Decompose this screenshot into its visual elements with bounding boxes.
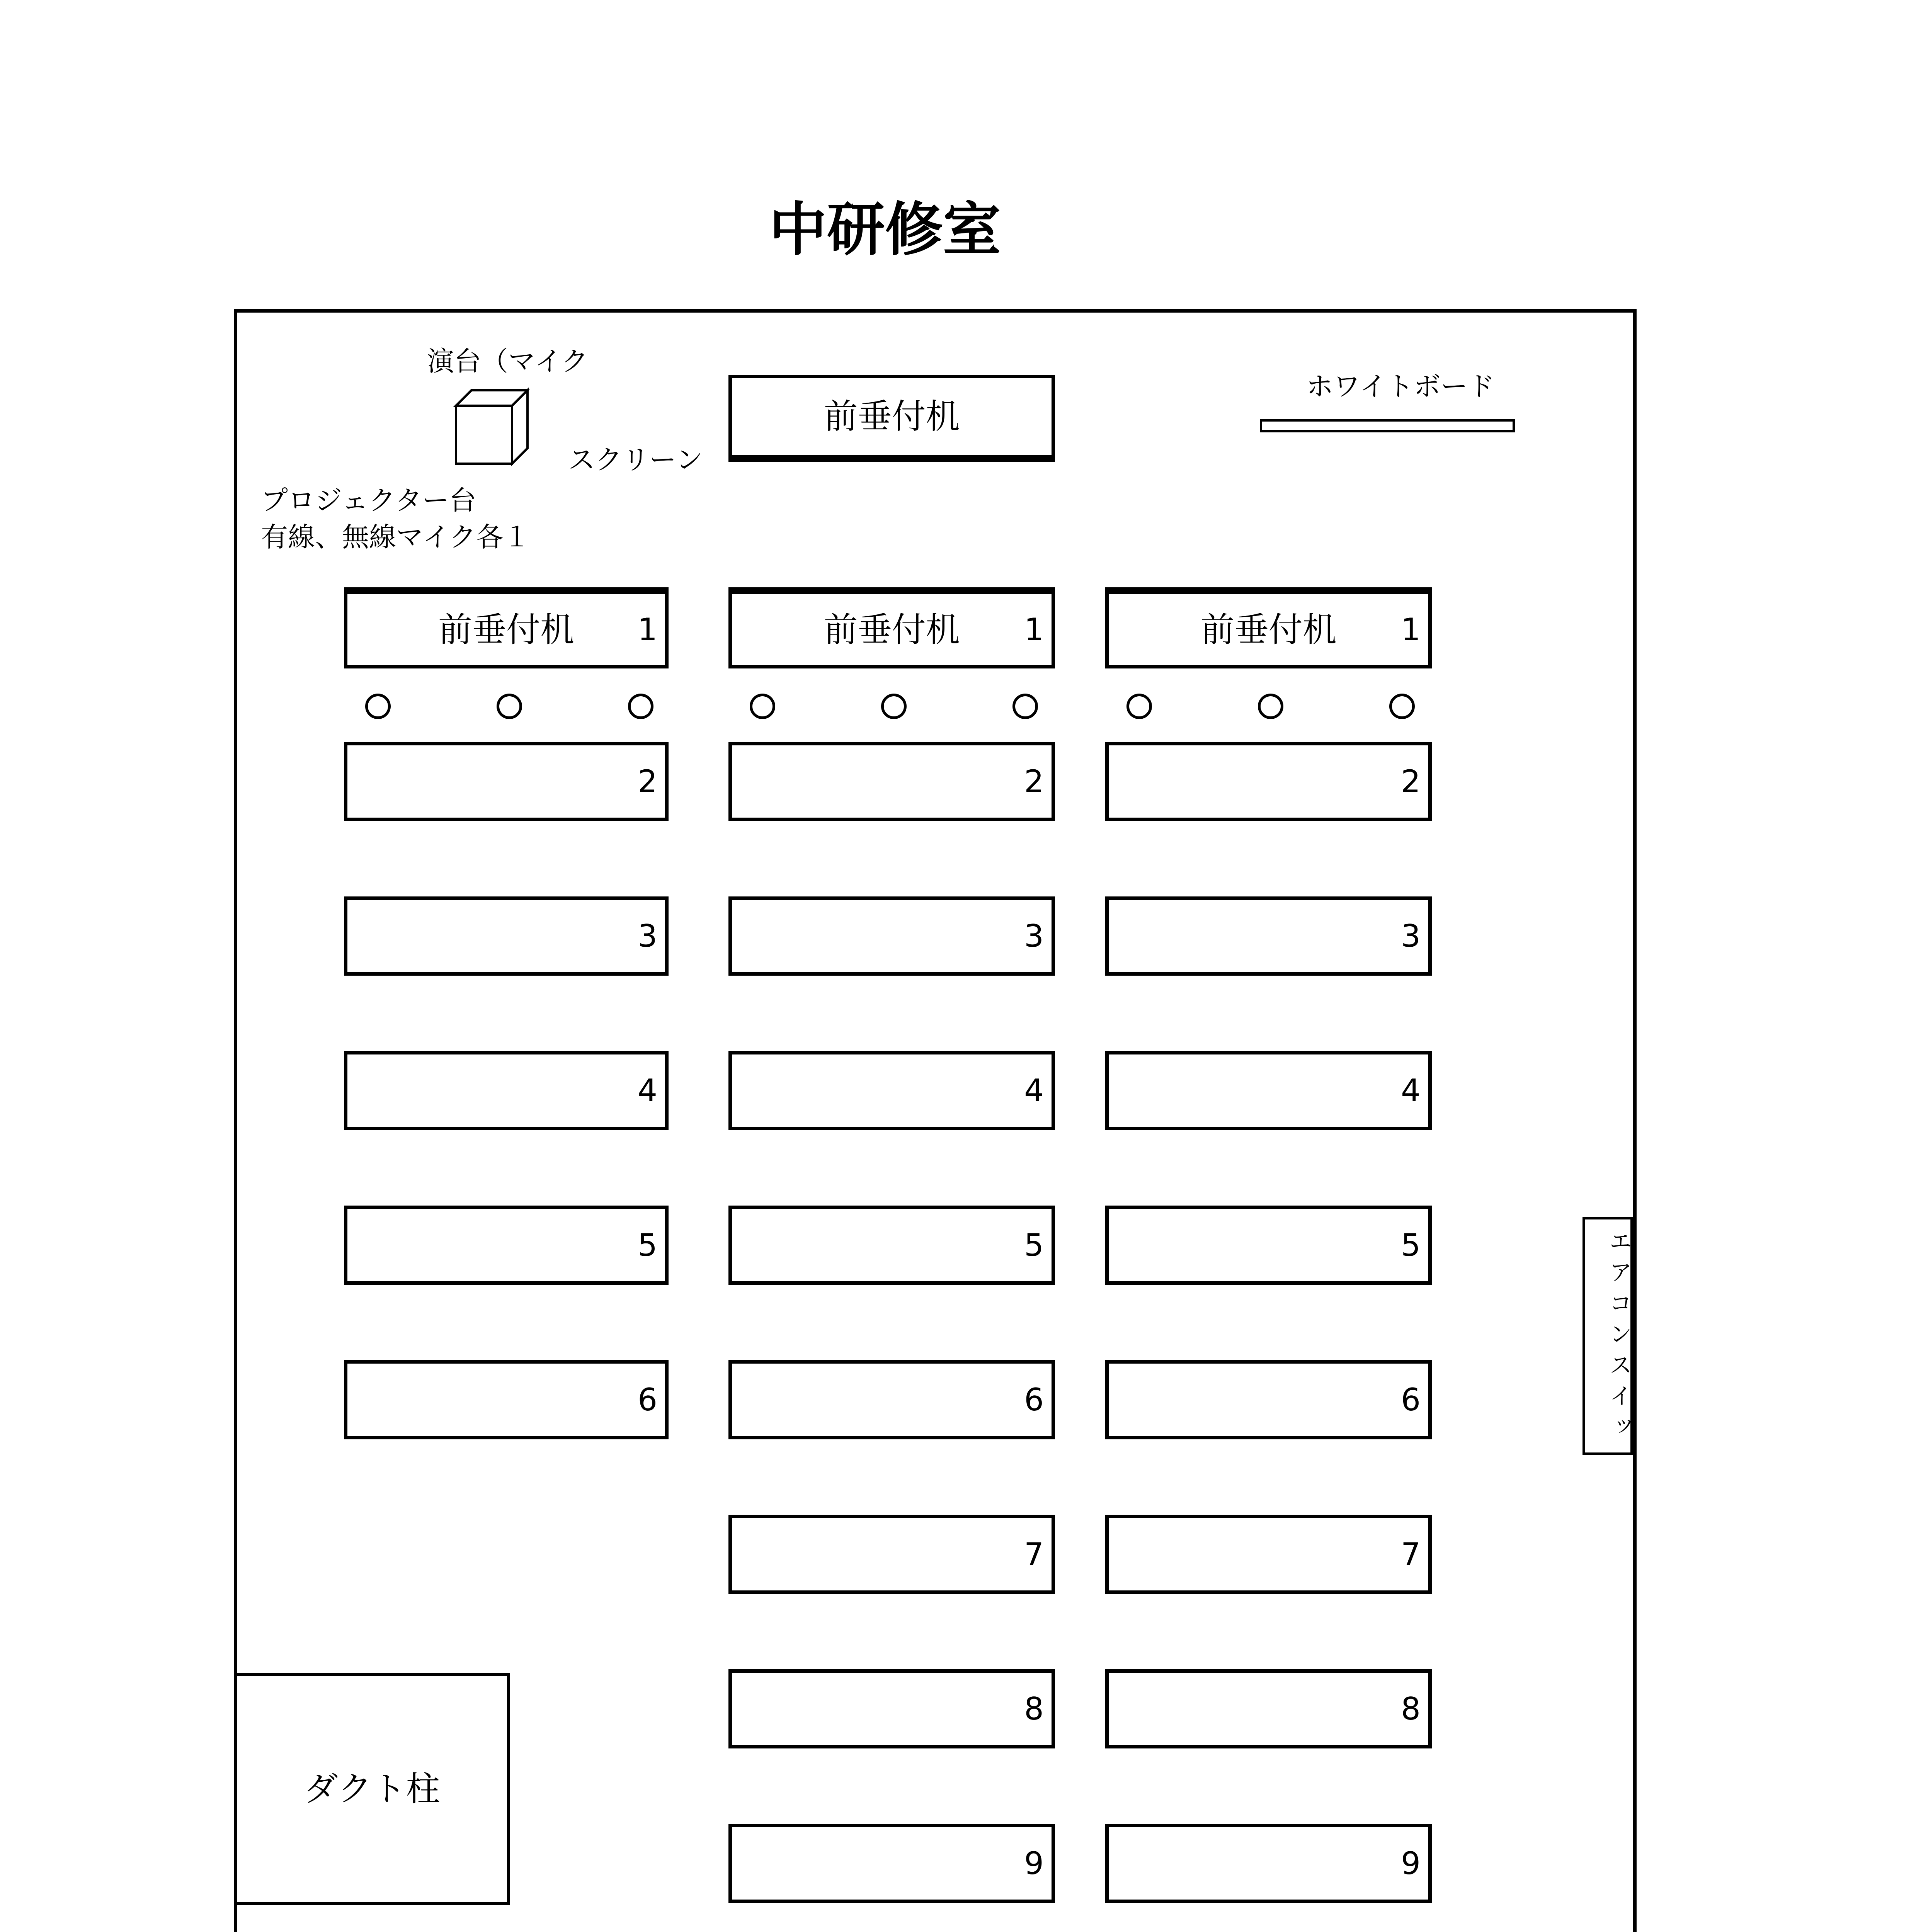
desk-center-9-number: 9 — [1024, 1845, 1044, 1881]
podium-icon — [452, 384, 529, 469]
podium-label: 演台（マイク — [427, 345, 589, 377]
chair-icon — [750, 694, 775, 719]
desk-right-9-number: 9 — [1401, 1845, 1421, 1881]
desk-center-8 — [728, 1669, 1055, 1748]
screen-label: スクリーン — [568, 444, 703, 476]
desk-right-3 — [1105, 896, 1432, 976]
room-wall-right — [1633, 309, 1637, 1932]
desk-right-5-number: 5 — [1401, 1227, 1421, 1263]
desk-right-2 — [1105, 742, 1432, 821]
desk-right-1-label: 前垂付机 — [1200, 609, 1337, 650]
chair-icon — [881, 694, 907, 719]
whiteboard-label: ホワイトボード — [1306, 371, 1495, 402]
desk-center-5-number: 5 — [1024, 1227, 1044, 1263]
desk-left-1-number: 1 — [638, 611, 657, 648]
desk-right-4-number: 4 — [1401, 1072, 1421, 1109]
whiteboard — [1260, 419, 1515, 432]
desk-center-1-number: 1 — [1024, 611, 1044, 648]
chair-icon — [365, 694, 391, 719]
desk-center-4-number: 4 — [1024, 1072, 1044, 1109]
desk-left-2 — [344, 742, 669, 821]
desk-left-1 — [344, 587, 669, 668]
desk-center-4 — [728, 1051, 1055, 1130]
chair-icon — [628, 694, 653, 719]
duct-pillar — [234, 1673, 510, 1905]
mics-label: 有線、無線マイク各１ — [261, 521, 531, 553]
room-wall-top — [234, 309, 1637, 313]
desk-left-3 — [344, 896, 669, 976]
chair-icon — [1389, 694, 1415, 719]
desk-right-5 — [1105, 1206, 1432, 1285]
desk-right-8 — [1105, 1669, 1432, 1748]
desk-left-5-number: 5 — [638, 1227, 657, 1263]
chair-icon — [497, 694, 522, 719]
desk-center-7-number: 7 — [1024, 1536, 1044, 1572]
desk-right-9 — [1105, 1824, 1432, 1903]
desk-right-1-number: 1 — [1401, 611, 1421, 648]
desk-center-3 — [728, 896, 1055, 976]
desk-center-1-label: 前垂付机 — [824, 609, 960, 650]
desk-right-6-number: 6 — [1401, 1381, 1421, 1418]
aircon-switch — [1582, 1217, 1633, 1455]
desk-right-6 — [1105, 1360, 1432, 1439]
lecturer-desk-label: 前垂付机 — [824, 396, 960, 436]
desk-left-4 — [344, 1051, 669, 1130]
desk-left-4-number: 4 — [638, 1072, 657, 1109]
chair-icon — [1126, 694, 1152, 719]
desk-center-6 — [728, 1360, 1055, 1439]
desk-left-1-label: 前垂付机 — [438, 609, 574, 650]
desk-center-5 — [728, 1206, 1055, 1285]
desk-left-2-number: 2 — [638, 763, 657, 799]
desk-right-7 — [1105, 1515, 1432, 1594]
desk-right-3-number: 3 — [1401, 918, 1421, 954]
aircon-switch-label: エアコンスイッ — [1605, 1229, 1632, 1446]
chair-icon — [1258, 694, 1283, 719]
lecturer-desk — [728, 375, 1055, 462]
desk-right-7-number: 7 — [1401, 1536, 1421, 1572]
desk-right-8-number: 8 — [1401, 1690, 1421, 1727]
desk-left-6-number: 6 — [638, 1381, 657, 1418]
desk-left-6 — [344, 1360, 669, 1439]
desk-right-1 — [1105, 587, 1432, 668]
desk-center-7 — [728, 1515, 1055, 1594]
desk-right-2-number: 2 — [1401, 763, 1421, 799]
desk-center-3-number: 3 — [1024, 918, 1044, 954]
chair-icon — [1012, 694, 1038, 719]
desk-right-4 — [1105, 1051, 1432, 1130]
desk-left-3-number: 3 — [638, 918, 657, 954]
desk-left-5 — [344, 1206, 669, 1285]
page-title: 中研修室 — [769, 196, 1001, 264]
desk-center-2 — [728, 742, 1055, 821]
duct-pillar-label: ダクト柱 — [304, 1769, 440, 1809]
desk-center-1 — [728, 587, 1055, 668]
desk-center-9 — [728, 1824, 1055, 1903]
projector-label: プロジェクター台 — [261, 485, 476, 516]
desk-center-8-number: 8 — [1024, 1690, 1044, 1727]
desk-center-2-number: 2 — [1024, 763, 1044, 799]
desk-center-6-number: 6 — [1024, 1381, 1044, 1418]
